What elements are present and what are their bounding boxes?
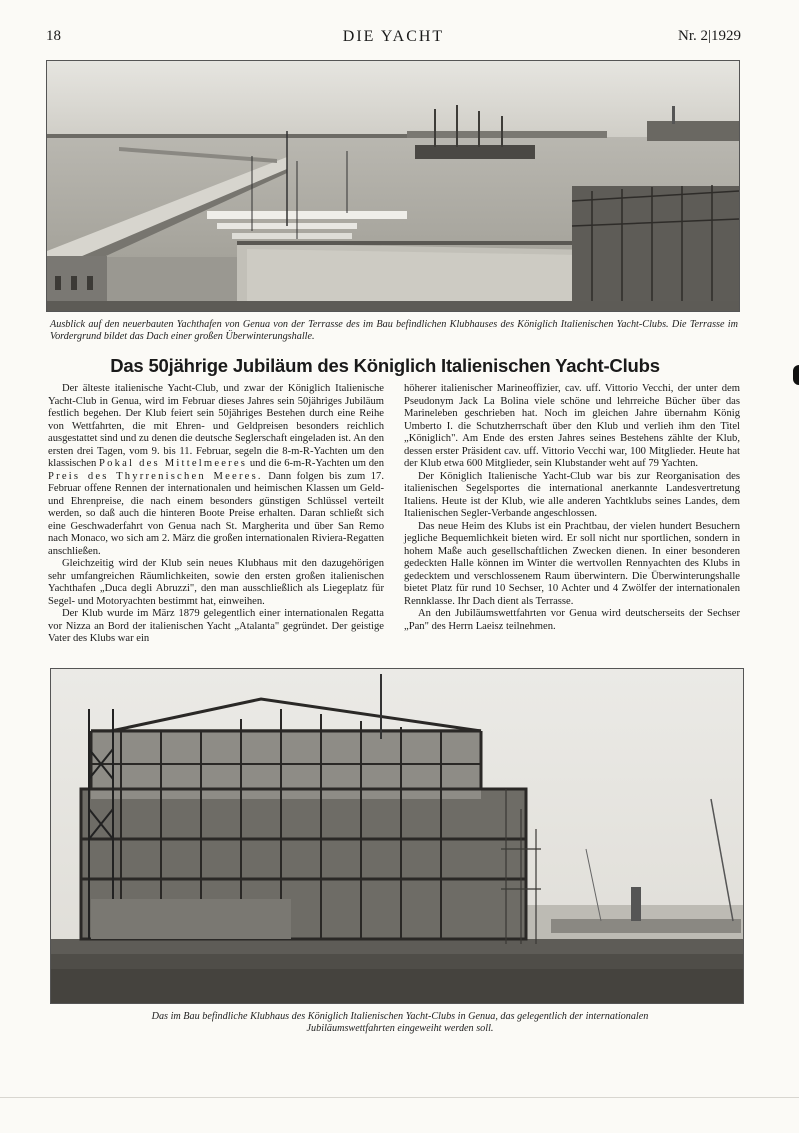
pokal-name: Pokal des Mittelmeeres <box>99 458 248 469</box>
issue-number: Nr. 2|1929 <box>677 28 741 44</box>
article-paragraph: höherer italienischer Marineoffizier, cav. uff. Vittorio Vecchi, der unter dem Pseudonym Jack La Bolina viele schöne und lehrreiche Bücher über das Marineleben geschrieben hat. Noch im gleichen Jahre übernahm König Umberto I. die Schutzherrschaft über den Klub und verlieh ihm den Titel „Königlich". Am Ende des ersten Jahres seines Bestehens zählte der Klub, dessen erster Präsident cav. uff. Vittorio Vecchi war, 100 Mitglieder. Heute hat der Klub etwa 600 Mitglieder, sein Klubstander weht auf 79 Yachten. <box>404 383 740 469</box>
page-edge-mark <box>793 365 799 385</box>
article-paragraph: Der Klub wurde im März 1879 gelegentlich einer internationalen Regatta vor Nizza an Bord der italienischen Yacht „Atalanta" gegründet. Der geistige Vater des Klubs war ein <box>48 608 384 644</box>
article-paragraph: Der Königlich Italienische Yacht-Club war bis zur Reorganisation des italienischen Segelsportes die international anerkannte Landesvertretung Italiens. Heute ist der Klub, wie alle anderen Yachtklubs seines Landes, dem Italienischen Segler-Verbande angeschlossen. <box>404 470 740 519</box>
harbour-photo-image <box>47 61 739 311</box>
page-bottom-rule <box>0 1097 799 1098</box>
clubhouse-photo-caption <box>56 1011 744 1035</box>
text-run: Der älteste italienische Yacht-Club, und zwar der Königlich Italienische Yacht-Club in Genua, wird im Februar dieses Jahres sein 50jähriges Jubiläum festlich begehen. Der Klub feiert sein 50jähriges Bestehen durch eine Reihe von Wettfahrten, die mit Ehren- und Geldpreisen besonders reichlich ausgestattet sind und zu denen die deutsche Seglerschaft eingeladen ist. An den ersten drei Tagen, vom 9. bis 11. Februar, segeln die 8-m-R-Yachten um den klassischen <box>48 383 384 469</box>
article-column-right <box>404 383 740 633</box>
article-headline: Das 50jährige Jubiläum des Königlich Italienischen Yacht-Clubs <box>110 355 660 376</box>
page-number: 18 <box>46 28 61 44</box>
text-run: und die 6-m-R-Yachten um den <box>247 458 384 469</box>
article-paragraph <box>48 383 384 558</box>
article-paragraph: Gleichzeitig wird der Klub sein neues Klubhaus mit den dazugehörigen sehr umfangreichen Räumlichkeiten, sowie den ersten großen italienischen Yachthafen „Duca degli Abruzzi", den man ausschließlich als Liegeplatz für Segel- und Motoryachten bestimmt hat, einweihen. <box>48 558 384 607</box>
caption-line: Das im Bau befindliche Klubhaus des Königlich Italienischen Yacht-Clubs in Genua, das gelegentlich der internationalen <box>151 1011 649 1022</box>
harbour-photo <box>46 60 740 312</box>
clubhouse-photo-image <box>51 669 743 1003</box>
harbour-photo-caption: Ausblick auf den neuerbauten Yachthafen von Genua von der Terrasse des im Bau befindlichen Klubhauses des Königlich Italienischen Yacht-Clubs. Die Terrasse im Vordergrund bildet das Dach einer großen Überwinterungshalle. <box>50 319 738 342</box>
journal-title: DIE YACHT <box>342 28 445 45</box>
clubhouse-photo <box>50 668 744 1004</box>
article-paragraph: Das neue Heim des Klubs ist ein Prachtbau, der vielen hundert Besuchern jegliche Bequemlichkeit bieten wird. Er soll nicht nur sportlichen, sondern in hohem Maße auch gesellschaftlichen Zwecken dienen. In einer besonderen gedeckten Halle können im Winter die wertvollen Rennyachten des Klubs in gedecktem und verschlossenem Raum überwintern. Die Überwinterungshalle bietet Platz für rund 10 Sechser, 10 Achter und 4 Zwölfer der internationalen Rennklasse. Ihr Dach dient als Terrasse. <box>404 520 740 607</box>
caption-line: Jubiläumswettfahrten eingeweiht werden soll. <box>306 1023 494 1034</box>
preis-name: Preis des Thyrrenischen Meeres. <box>48 470 263 482</box>
article-column-left <box>48 383 384 646</box>
running-header <box>46 28 741 48</box>
article-paragraph: An den Jubiläumswettfahrten vor Genua wird deutscherseits der Sechser „Pan" des Herrn Laeisz teilnehmen. <box>404 608 740 632</box>
text-run: Dann folgen bis zum 17. Februar offene Rennen der internationalen und heimischen Klassen um Geld- und Ehrenpreise, die nach einem besonders günstigen Schlüssel verteilt werden, so daß auch die hinteren Boote Preise erhalten. Daran schließt sich eine Geschwaderfahrt von Genua nach St. Margherita und über San Remo nach Monaco, wo sich am 2. März die großen internationalen Riviera-Regatten anschließen. <box>48 470 384 557</box>
